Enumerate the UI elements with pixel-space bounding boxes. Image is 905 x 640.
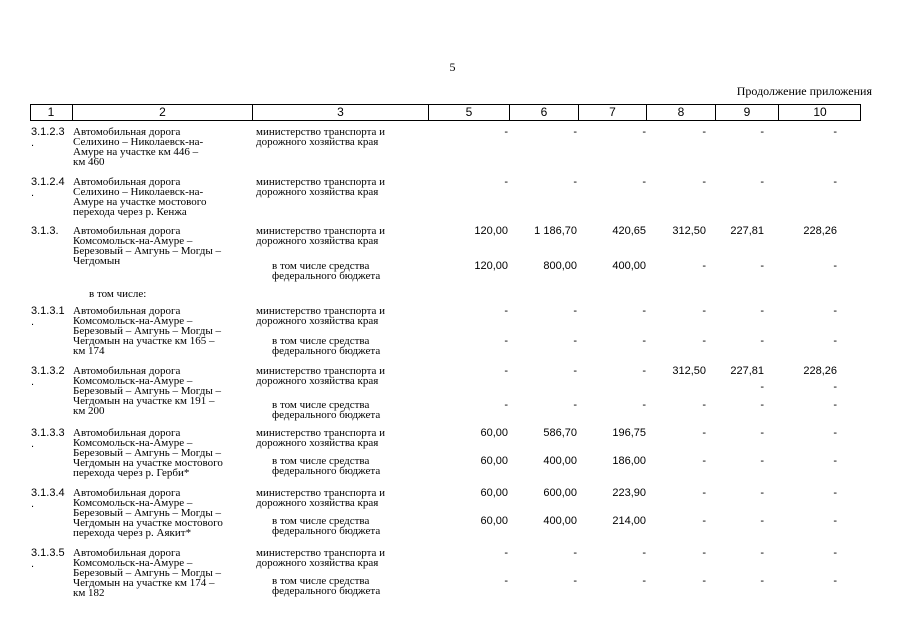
row-code: 3.1.3.2 .	[31, 365, 65, 388]
value-col-9: -	[760, 305, 764, 317]
header-col-2: 2	[72, 105, 252, 120]
extra-dash: -	[760, 381, 764, 393]
row-name: Автомобильная дорога Селихино – Николаевск-на- Амуре на участке км 446 – км 460	[73, 126, 204, 168]
value-col-8: -	[702, 305, 706, 317]
federal-value-col-8: -	[702, 455, 706, 467]
value-col-5: -	[504, 126, 508, 138]
header-col-6: 6	[509, 105, 578, 120]
federal-value-col-6: 400,00	[543, 455, 577, 467]
page-number: 5	[449, 60, 456, 74]
federal-value-col-7: 186,00	[612, 455, 646, 467]
federal-value-col-8: -	[702, 575, 706, 587]
federal-value-col-6: 400,00	[543, 515, 577, 527]
header-col-7: 7	[578, 105, 646, 120]
row-code: 3.1.2.3 .	[31, 126, 65, 149]
value-col-10: -	[833, 487, 837, 499]
value-col-8: 312,50	[672, 225, 706, 237]
value-col-7: -	[642, 305, 646, 317]
row-executor: министерство транспорта и дорожного хозяйства края	[256, 487, 386, 509]
federal-value-col-5: -	[504, 575, 508, 587]
federal-value-col-8: -	[702, 399, 706, 411]
header-col-5: 5	[428, 105, 509, 120]
row-code: 3.1.2.4 .	[31, 176, 65, 199]
federal-value-col-8: -	[702, 515, 706, 527]
row-name: Автомобильная дорога Комсомольск-на-Амуре – Березовый – Амгунь – Могды – Чегдомын на участке мостового перехода через р. Герби*	[73, 427, 223, 479]
value-col-7: -	[642, 365, 646, 377]
value-col-7: -	[642, 126, 646, 138]
value-col-5: -	[504, 176, 508, 188]
value-col-5: 120,00	[474, 225, 508, 237]
value-col-8: -	[702, 487, 706, 499]
value-col-6: -	[573, 547, 577, 559]
value-col-5: -	[504, 305, 508, 317]
value-col-9: -	[760, 487, 764, 499]
federal-value-col-9: -	[760, 260, 764, 272]
row-executor: министерство транспорта и дорожного хозяйства края	[256, 305, 386, 327]
row-code: 3.1.3.1 .	[31, 305, 65, 328]
value-col-6: -	[573, 126, 577, 138]
header-col-8: 8	[646, 105, 715, 120]
value-col-7: 196,75	[612, 427, 646, 439]
value-col-6: -	[573, 176, 577, 188]
row-code: 3.1.3.5 .	[31, 547, 65, 570]
federal-value-col-10: -	[833, 515, 837, 527]
row-name: Автомобильная дорога Комсомольск-на-Амуре – Березовый – Амгунь – Могды – Чегдомын на участке мостового перехода через р. Аякит*	[73, 487, 223, 539]
value-col-7: -	[642, 176, 646, 188]
value-col-8: -	[702, 547, 706, 559]
federal-value-col-7: -	[642, 575, 646, 587]
value-col-6: 1 186,70	[534, 225, 577, 237]
header-col-10: 10	[778, 105, 861, 120]
federal-value-col-10: -	[833, 575, 837, 587]
row-name: Автомобильная дорога Селихино – Николаевск-на- Амуре на участке мостового перехода через р. Кенжа	[73, 176, 207, 218]
value-col-8: -	[702, 126, 706, 138]
value-col-9: -	[760, 176, 764, 188]
value-col-5: 60,00	[480, 487, 508, 499]
subsection-intro: в том числе:	[89, 288, 147, 300]
value-col-10: -	[833, 547, 837, 559]
federal-value-col-9: -	[760, 335, 764, 347]
federal-value-col-8: -	[702, 260, 706, 272]
federal-value-col-8: -	[702, 335, 706, 347]
federal-value-col-9: -	[760, 575, 764, 587]
federal-value-col-9: -	[760, 399, 764, 411]
value-col-5: -	[504, 547, 508, 559]
value-col-10: -	[833, 126, 837, 138]
value-col-7: 223,90	[612, 487, 646, 499]
federal-budget-label: в том числе средства федерального бюджета	[272, 515, 381, 537]
value-col-10: -	[833, 176, 837, 188]
value-col-10: 228,26	[803, 365, 837, 377]
value-col-9: -	[760, 547, 764, 559]
row-executor: министерство транспорта и дорожного хозяйства края	[256, 547, 386, 569]
value-col-10: -	[833, 305, 837, 317]
row-executor: министерство транспорта и дорожного хозяйства края	[256, 365, 386, 387]
federal-value-col-5: 60,00	[480, 455, 508, 467]
federal-value-col-6: -	[573, 575, 577, 587]
value-col-8: -	[702, 176, 706, 188]
row-executor: министерство транспорта и дорожного хозяйства края	[256, 427, 386, 449]
value-col-6: -	[573, 305, 577, 317]
federal-value-col-7: -	[642, 399, 646, 411]
federal-value-col-6: -	[573, 335, 577, 347]
federal-value-col-7: -	[642, 335, 646, 347]
value-col-7: 420,65	[612, 225, 646, 237]
value-col-6: 586,70	[543, 427, 577, 439]
row-executor: министерство транспорта и дорожного хозяйства края	[256, 126, 386, 148]
value-col-10: 228,26	[803, 225, 837, 237]
row-code: 3.1.3.3 .	[31, 427, 65, 450]
value-col-5: -	[504, 365, 508, 377]
row-name: Автомобильная дорога Комсомольск-на-Амуре – Березовый – Амгунь – Могды – Чегдомын на участке км 174 – км 182	[73, 547, 221, 599]
federal-value-col-10: -	[833, 399, 837, 411]
header-col-3: 3	[252, 105, 428, 120]
federal-value-col-10: -	[833, 455, 837, 467]
federal-budget-label: в том числе средства федерального бюджета	[272, 575, 381, 597]
federal-value-col-6: 800,00	[543, 260, 577, 272]
federal-value-col-5: 60,00	[480, 515, 508, 527]
federal-budget-label: в том числе средства федерального бюджета	[272, 260, 381, 282]
value-col-6: -	[573, 365, 577, 377]
row-executor: министерство транспорта и дорожного хозяйства края	[256, 225, 386, 247]
federal-budget-label: в том числе средства федерального бюджета	[272, 455, 381, 477]
federal-budget-label: в том числе средства федерального бюджета	[272, 335, 381, 357]
value-col-9: 227,81	[730, 365, 764, 377]
value-col-9: -	[760, 126, 764, 138]
federal-value-col-5: -	[504, 399, 508, 411]
federal-value-col-9: -	[760, 455, 764, 467]
header-col-9: 9	[715, 105, 778, 120]
value-col-5: 60,00	[480, 427, 508, 439]
value-col-8: 312,50	[672, 365, 706, 377]
row-name: Автомобильная дорога Комсомольск-на-Амуре – Березовый – Амгунь – Могды – Чегдомын	[73, 225, 221, 267]
header-col-1: 1	[47, 105, 55, 119]
row-code: 3.1.3.4 .	[31, 487, 65, 510]
row-name: Автомобильная дорога Комсомольск-на-Амуре – Березовый – Амгунь – Могды – Чегдомын на участке км 191 – км 200	[73, 365, 221, 417]
federal-value-col-9: -	[760, 515, 764, 527]
federal-value-col-7: 214,00	[612, 515, 646, 527]
continuation-note: Продолжение приложения	[736, 84, 872, 98]
value-col-9: -	[760, 427, 764, 439]
federal-value-col-6: -	[573, 399, 577, 411]
federal-value-col-10: -	[833, 335, 837, 347]
value-col-10: -	[833, 427, 837, 439]
federal-value-col-7: 400,00	[612, 260, 646, 272]
value-col-8: -	[702, 427, 706, 439]
federal-budget-label: в том числе средства федерального бюджета	[272, 399, 381, 421]
federal-value-col-10: -	[833, 260, 837, 272]
value-col-6: 600,00	[543, 487, 577, 499]
row-name: Автомобильная дорога Комсомольск-на-Амуре – Березовый – Амгунь – Могды – Чегдомын на участке км 165 – км 174	[73, 305, 221, 357]
extra-dash: -	[833, 381, 837, 393]
value-col-7: -	[642, 547, 646, 559]
table-header	[30, 104, 861, 121]
value-col-9: 227,81	[730, 225, 764, 237]
row-executor: министерство транспорта и дорожного хозяйства края	[256, 176, 386, 198]
row-code: 3.1.3.	[31, 225, 59, 237]
federal-value-col-5: 120,00	[474, 260, 508, 272]
federal-value-col-5: -	[504, 335, 508, 347]
